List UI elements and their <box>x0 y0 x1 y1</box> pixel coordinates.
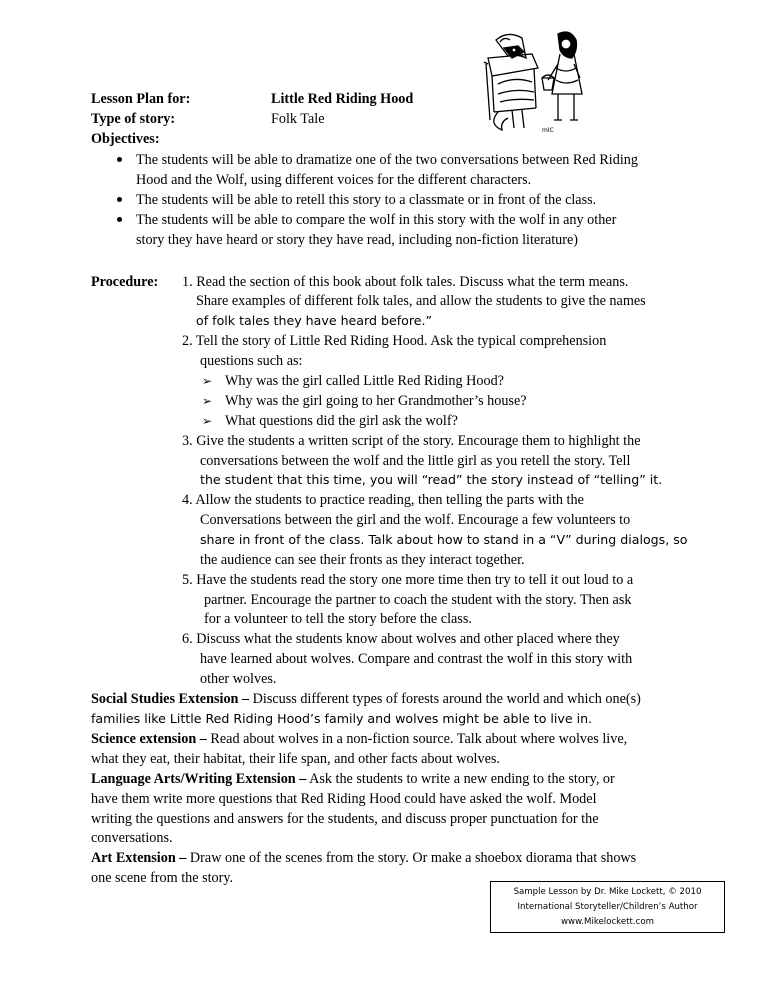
lesson-plan-label: Lesson Plan for: <box>91 91 191 107</box>
art-text: Draw one of the scenes from the story. Or make a shoebox diorama that shows <box>186 850 637 866</box>
science-text: Read about wolves in a non-fiction source. Talk about where wolves live, <box>206 731 628 747</box>
bullet-icon <box>117 157 122 162</box>
type-of-story-label: Type of story: <box>91 111 176 127</box>
language-arts-label: Language Arts/Writing Extension – <box>91 771 307 787</box>
science-text-2: what they eat, their habitat, their life span, and other facts about wolves. <box>91 751 500 767</box>
step-4-line-2: Conversations between the girl and the wolf. Encourage a few volunteers to <box>200 512 631 528</box>
step-1-line-2: Share examples of different folk tales, and allow the students to give the names <box>196 293 646 309</box>
bullet-icon <box>117 197 122 202</box>
objectives-label: Objectives: <box>91 131 160 147</box>
credit-line-1: Sample Lesson by Dr. Mike Lockett, © 2010 <box>513 887 702 897</box>
question-3: What questions did the girl ask the wolf? <box>225 413 458 429</box>
question-1: Why was the girl called Little Red Riding Hood? <box>225 373 504 389</box>
step-6-line-3: other wolves. <box>200 671 277 687</box>
step-3-line-3: the student that this time, you will “read” the story instead of “telling” it. <box>200 472 663 487</box>
social-studies-label: Social Studies Extension – <box>91 691 250 707</box>
step-2-line-1: 2. Tell the story of Little Red Riding Hood. Ask the typical comprehension <box>182 333 607 349</box>
art-label: Art Extension – <box>91 850 187 866</box>
step-3-line-1: 3. Give the students a written script of the story. Encourage them to highlight the <box>182 433 641 449</box>
language-arts-text-2: have them write more questions that Red Riding Hood could have asked the wolf. Model <box>91 791 597 807</box>
lesson-plan-title: Little Red Riding Hood <box>271 91 414 107</box>
objective-2-line-1: The students will be able to retell this story to a classmate or in front of the class. <box>136 192 597 208</box>
language-arts-text-3: writing the questions and answers for the students, and discuss proper punctuation for the <box>91 811 599 827</box>
objective-1-line-2: Hood and the Wolf, using different voices for the different characters. <box>136 172 532 188</box>
step-5-line-2: partner. Encourage the partner to coach the student with the story. Then ask <box>204 592 632 608</box>
question-2: Why was the girl going to her Grandmother’s house? <box>225 393 527 409</box>
step-6-line-1: 6. Discuss what the students know about wolves and other placed where they <box>182 631 620 647</box>
step-1-line-1: 1. Read the section of this book about folk tales. Discuss what the term means. <box>182 274 629 290</box>
step-4-line-3: share in front of the class. Talk about how to stand in a “V” during dialogs, so <box>200 532 688 547</box>
svg-text:mIC: mIC <box>542 127 554 134</box>
procedure-label: Procedure: <box>91 274 159 290</box>
science-label: Science extension – <box>91 731 207 747</box>
science-extension <box>91 729 627 749</box>
arrow-bullet-icon: ➢ <box>202 374 213 388</box>
step-6-line-2: have learned about wolves. Compare and contrast the wolf in this story with <box>200 651 633 667</box>
step-1-line-3: of folk tales they have heard before.” <box>196 313 433 328</box>
objective-3-line-2: story they have heard or story they have read, including non-fiction literature) <box>136 232 579 248</box>
objective-3-line-1: The students will be able to compare the wolf in this story with the wolf in any other <box>136 212 617 228</box>
social-studies-extension <box>91 689 641 709</box>
type-of-story-value: Folk Tale <box>271 111 325 127</box>
arrow-bullet-icon: ➢ <box>202 394 213 408</box>
credit-website: www.Mikelockett.com <box>561 917 654 927</box>
language-arts-extension <box>91 769 615 789</box>
language-arts-text-4: conversations. <box>91 830 173 846</box>
step-4-line-1: 4. Allow the students to practice reading, then telling the parts with the <box>182 492 584 508</box>
social-studies-text-2: families like Little Red Riding Hood’s family and wolves might be able to live in. <box>91 711 593 726</box>
step-4-line-4: the audience can see their fronts as they interact together. <box>200 552 525 568</box>
credit-line-2: International Storyteller/Children’s Author <box>517 902 698 912</box>
step-3-line-2: conversations between the wolf and the little girl as you retell the story. Tell <box>200 453 631 469</box>
art-extension <box>91 848 636 868</box>
social-studies-text: Discuss different types of forests around the world and which one(s) <box>249 691 641 707</box>
step-5-line-3: for a volunteer to tell the story before the class. <box>204 611 472 627</box>
art-text-2: one scene from the story. <box>91 870 234 886</box>
language-arts-text: Ask the students to write a new ending to the story, or <box>306 771 615 787</box>
step-5-line-1: 5. Have the students read the story one more time then try to tell it out loud to a <box>182 572 634 588</box>
objective-1-line-1: The students will be able to dramatize one of the two conversations between Red Riding <box>136 152 638 168</box>
credit-box <box>490 881 725 933</box>
step-2-line-2: questions such as: <box>200 353 303 369</box>
arrow-bullet-icon: ➢ <box>202 414 213 428</box>
story-illustration <box>478 28 588 138</box>
bullet-icon <box>117 217 122 222</box>
